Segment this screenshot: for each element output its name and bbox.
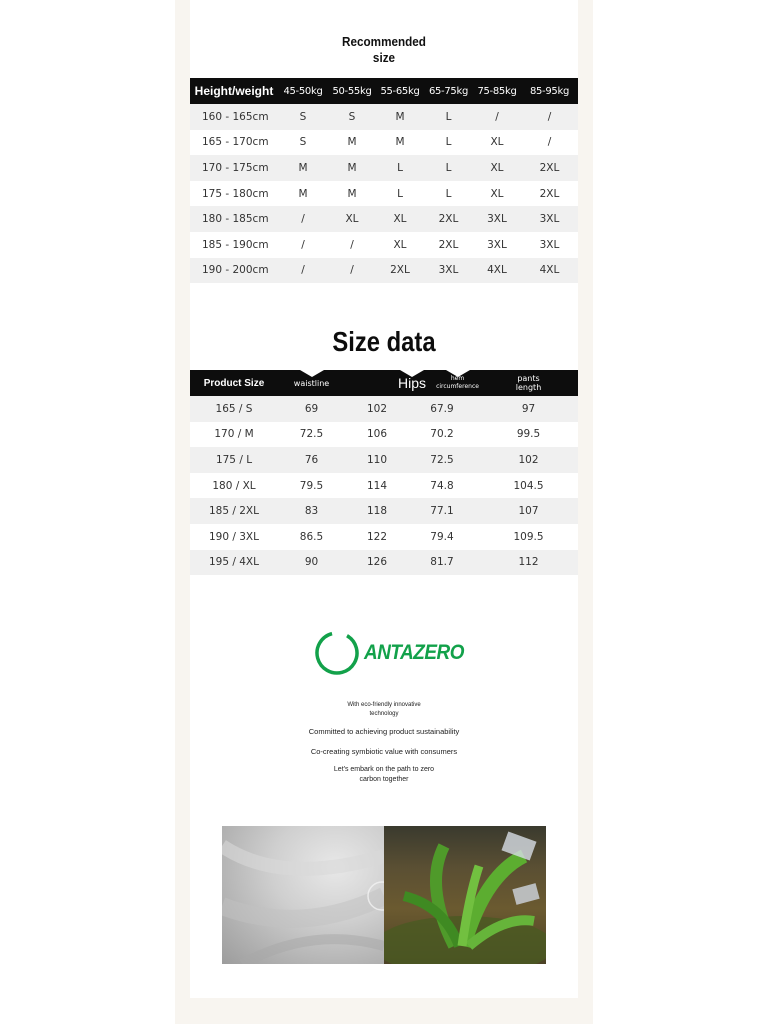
size-cell: 4XL: [473, 258, 521, 284]
hem-label-line2: circumference: [436, 383, 479, 390]
hem-value: 74.8: [430, 479, 454, 492]
hem-value: 79.4: [430, 530, 454, 543]
table-row: [190, 104, 578, 130]
hem-value: 67.9: [430, 402, 454, 415]
brand-ring-icon: [314, 629, 362, 677]
product-size-cell: 195 / 4XL: [190, 550, 278, 576]
pants-length-cell: 99.5: [516, 428, 541, 441]
hips-value: 118: [366, 505, 388, 518]
header-pants-length: [479, 370, 578, 396]
header-weight-range: 65-75kg: [424, 78, 473, 104]
table-row: [190, 181, 578, 207]
product-size-cell: 190 / 3XL: [209, 530, 259, 543]
size-cell: 3XL: [521, 206, 578, 232]
size-cell: 2XL: [539, 187, 560, 200]
header-weight-range: 45-50kg: [278, 78, 328, 104]
header-waistline: [278, 370, 345, 396]
table-row: [190, 258, 578, 284]
header-weight-range: 55-65kg: [376, 78, 424, 104]
waistline-cell: 72.5: [299, 428, 324, 441]
hips-hem-cell: [345, 396, 479, 422]
size-cell: 2XL: [376, 258, 424, 284]
size-cell: 2XL: [438, 238, 459, 251]
hips-hem-cell: [345, 550, 479, 576]
header-weight-range: 50-55kg: [328, 78, 376, 104]
recommended-size-table: [190, 78, 578, 283]
table-row: [190, 232, 578, 258]
brand-name: ANTAZERO: [364, 641, 464, 664]
product-size-cell: 170 / M: [214, 428, 254, 441]
height-cell: 175 - 180cm: [202, 187, 269, 200]
waistline-cell: 76: [278, 447, 345, 473]
size-cell: L: [445, 136, 452, 149]
size-cell: /: [301, 238, 305, 251]
product-size-cell: 180 / XL: [212, 479, 256, 492]
table-row: [190, 155, 578, 181]
height-cell: 185 - 190cm: [202, 238, 269, 251]
size-cell: XL: [328, 206, 376, 232]
table-row: [190, 206, 578, 232]
waistline-cell: 90: [278, 550, 345, 576]
hips-value: 106: [366, 428, 388, 441]
tagline-line: Let's embark on the path to zero: [333, 766, 435, 773]
waistline-cell: 83: [278, 498, 345, 524]
size-cell: 3XL: [473, 206, 521, 232]
size-cell: M: [298, 187, 308, 200]
size-cell: 2XL: [424, 206, 473, 232]
waistline-cell: 69: [278, 396, 345, 422]
table-row: [190, 396, 578, 422]
fern-icon: [384, 826, 546, 964]
size-cell: 4XL: [521, 258, 578, 284]
size-cell: M: [278, 155, 328, 181]
size-cell: XL: [393, 238, 407, 251]
table-header-row: [190, 370, 578, 396]
hips-label: Hips: [398, 374, 427, 391]
hips-hem-cell: [345, 473, 479, 499]
table-header-row: [190, 78, 578, 104]
pants-length-cell: 107: [479, 498, 578, 524]
tagline-line: technology: [369, 711, 399, 717]
fabric-texture-icon: [222, 826, 384, 964]
header-hem-circumference: [430, 370, 485, 396]
hips-value: 102: [366, 402, 388, 415]
fabric-and-plant-photo: [222, 826, 546, 964]
size-cell: 3XL: [424, 258, 473, 284]
table-row: [190, 130, 578, 156]
table-row: [190, 550, 578, 576]
size-cell: /: [278, 206, 328, 232]
size-cell: 3XL: [539, 238, 560, 251]
waistline-cell: 79.5: [299, 479, 324, 492]
size-cell: L: [445, 187, 452, 200]
header-product-size: Product Size: [190, 370, 278, 396]
height-cell: 165 - 170cm: [202, 136, 269, 149]
hips-value: 126: [366, 556, 388, 569]
size-cell: M: [347, 136, 357, 149]
size-cell: L: [424, 104, 473, 130]
size-cell: S: [328, 104, 376, 130]
size-cell: /: [547, 136, 552, 149]
size-cell: 3XL: [487, 238, 507, 251]
size-cell: /: [328, 258, 376, 284]
table-row: [190, 447, 578, 473]
size-guide-panel: [190, 0, 578, 998]
size-cell: L: [424, 155, 473, 181]
size-data-table: [190, 370, 578, 575]
header-weight-range: 75-85kg: [473, 78, 521, 104]
hips-hem-cell: [345, 498, 479, 524]
hips-hem-cell: [345, 422, 479, 448]
recommended-size-heading: [209, 34, 558, 66]
size-cell: /: [350, 238, 354, 251]
size-cell: XL: [473, 155, 521, 181]
size-cell: /: [473, 104, 521, 130]
size-cell: L: [376, 155, 424, 181]
size-cell: L: [397, 187, 403, 200]
size-cell: M: [376, 104, 424, 130]
size-cell: M: [347, 187, 357, 200]
hem-value: 81.7: [430, 556, 454, 569]
heading-line-2: size: [372, 50, 396, 65]
hem-value: 70.2: [430, 428, 454, 441]
tagline-zero-carbon: [190, 765, 578, 785]
height-cell: 180 - 185cm: [190, 206, 278, 232]
tagline-sustainability: Committed to achieving product sustainability: [308, 727, 460, 736]
waistline-cell: 86.5: [299, 530, 324, 543]
brand-logo: [314, 629, 464, 677]
waistline-label: waistline: [293, 378, 330, 388]
table-row: [190, 422, 578, 448]
height-cell: 160 - 165cm: [190, 104, 278, 130]
hips-value: 110: [366, 453, 388, 466]
size-cell: S: [299, 136, 307, 149]
header-height-weight: Height/weight: [190, 78, 278, 104]
product-size-cell: 185 / 2XL: [190, 498, 278, 524]
product-size-cell: 165 / S: [190, 396, 278, 422]
height-cell: 170 - 175cm: [190, 155, 278, 181]
heading-line-1: Recommended: [342, 34, 426, 49]
header-weight-range: 85-95kg: [521, 78, 578, 104]
size-cell: XL: [490, 187, 504, 200]
hem-label-line1: hem: [450, 375, 465, 382]
fabric-image: [222, 826, 384, 964]
tagline-line: With eco-friendly innovative: [347, 702, 421, 708]
tagline-line: carbon together: [359, 776, 409, 783]
size-cell: /: [521, 104, 578, 130]
height-cell: 190 - 200cm: [190, 258, 278, 284]
size-cell: XL: [376, 206, 424, 232]
hips-hem-cell: [345, 447, 479, 473]
table-row: [190, 473, 578, 499]
pants-label-line1: pants: [517, 374, 540, 383]
pants-length-cell: 109.5: [513, 530, 544, 543]
hips-value: 114: [366, 479, 388, 492]
pants-length-cell: 97: [479, 396, 578, 422]
size-cell: 2XL: [521, 155, 578, 181]
pants-label-line2: length: [515, 383, 542, 392]
hips-value: 122: [366, 530, 388, 543]
pants-length-cell: 112: [479, 550, 578, 576]
size-data-heading: Size data: [332, 326, 436, 357]
pants-length-cell: 102: [479, 447, 578, 473]
size-cell: M: [395, 136, 405, 149]
tagline-symbiotic-value: Co-creating symbiotic value with consumers: [310, 747, 458, 756]
hips-hem-cell: [345, 524, 479, 550]
size-cell: M: [328, 155, 376, 181]
size-cell: XL: [490, 136, 504, 149]
pants-length-cell: 104.5: [513, 479, 544, 492]
hem-value: 77.1: [430, 505, 454, 518]
plant-image: [384, 826, 546, 964]
product-size-cell: 175 / L: [190, 447, 278, 473]
size-cell: S: [278, 104, 328, 130]
size-cell: /: [278, 258, 328, 284]
table-row: [190, 498, 578, 524]
table-row: [190, 524, 578, 550]
hem-value: 72.5: [430, 453, 454, 466]
tagline-eco-technology: [190, 701, 578, 719]
